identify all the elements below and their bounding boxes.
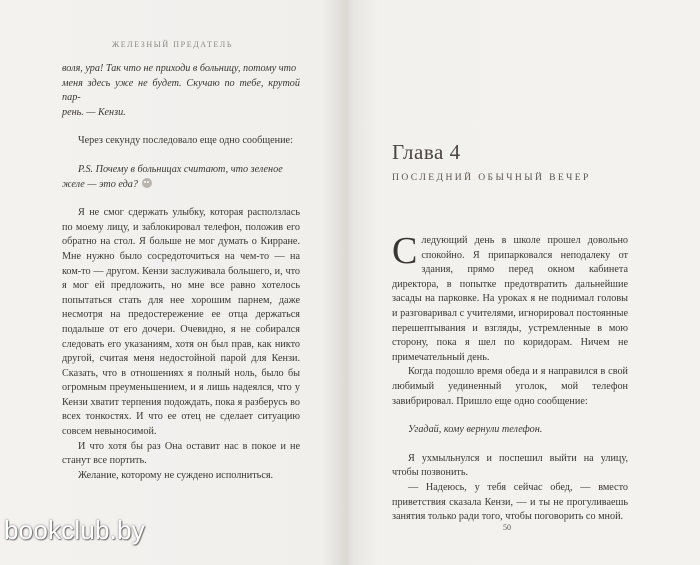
paragraph: Когда подошло время обеда и я направился в свой любимый уединенный уголок, мой телефон завибрировал. Пришло еще одно сообщение:: [392, 366, 628, 407]
ps-line: P.S. Почему в больницах считают, что зеленое: [78, 163, 283, 175]
ps-line: [62, 178, 300, 193]
message-line: Угадай, кому вернули телефон.: [408, 424, 543, 436]
message-line: воля, ура! Так что не приходи в больницу, потому что: [62, 63, 297, 74]
paragraph: — Надеюсь, у тебя сейчас обед, — вместо приветствия сказала Кензи, — и ты не прогуливаешь занятия только ради того, чтобы поговорить со мной.: [392, 481, 628, 523]
paragraph: Через секунду последовало еще одно сообщение:: [78, 135, 293, 147]
paragraph-text: ледующий день в школе прошел довольно спокойно. Я припарковался неподалеку от здания, прямо перед окном кабинета директора, в попытке предотвратить дальнейшие засады на парковке. На уроках я не поднимал головы и разговаривал с учителями, игнорировал постоянные перешептывания и взгляды, устремленные в мою сторону, пока я шел по коридорам. Ничем не примечательный день.: [392, 235, 628, 363]
paragraph: И что хотя бы раз Она оставит нас в покое и не станут все портить.: [62, 440, 300, 467]
running-head: ЖЕЛЕЗНЫЙ ПРЕДАТЕЛЬ: [112, 40, 234, 49]
page-number: 50: [503, 523, 511, 532]
left-page-text: [62, 62, 300, 483]
chapter-title: Глава 4: [392, 140, 461, 164]
message-line: меня здесь уже не будет. Скучаю по тебе, крутой пар-: [62, 77, 300, 104]
paragraph: Я не смог сдержать улыбку, которая расползлась по моему лицу, и заблокировал телефон, положив его обратно на стол. Я больше не мог думать о Кирране. Мне нужно было сосредоточиться на чем-то — на ком-то — другом. Кензи заслуживала большего, и, что я мог ей предложить, но мне все равно хотелось попытаться стать для нее хорошим парнем, даже несмотря на предостережение ее отца держаться подальше от его дочери. Очевидно, я не собирался следовать его указаниям, хотя он был прав, как никто другой, считая меня недостойной парой для Кензи. Сказать, что в отношениях я полный ноль, было бы огромным преуменьшением, и я лишь надеялся, что у Кензи хватит терпения подождать, пока я разберусь во всех тонкостях. И что ее отец не сделает ситуацию совсем невыносимой.: [62, 207, 300, 438]
ps-line-text: желе — это еда?: [62, 178, 138, 190]
right-page-text: [392, 230, 628, 525]
paragraph: Я ухмыльнулся и поспешил выйти на улицу, чтобы позвонить.: [392, 452, 628, 479]
paragraph: [392, 230, 628, 365]
drop-cap: С: [392, 230, 418, 272]
message-line: рень. — Кензи.: [62, 106, 126, 118]
watermark: bookclub.by: [4, 515, 145, 545]
emoji-icon: [142, 178, 152, 188]
chapter-subtitle: ПОСЛЕДНИЙ ОБЫЧНЫЙ ВЕЧЕР: [392, 172, 591, 183]
paragraph: Желание, которому не суждено исполниться.: [78, 469, 274, 481]
